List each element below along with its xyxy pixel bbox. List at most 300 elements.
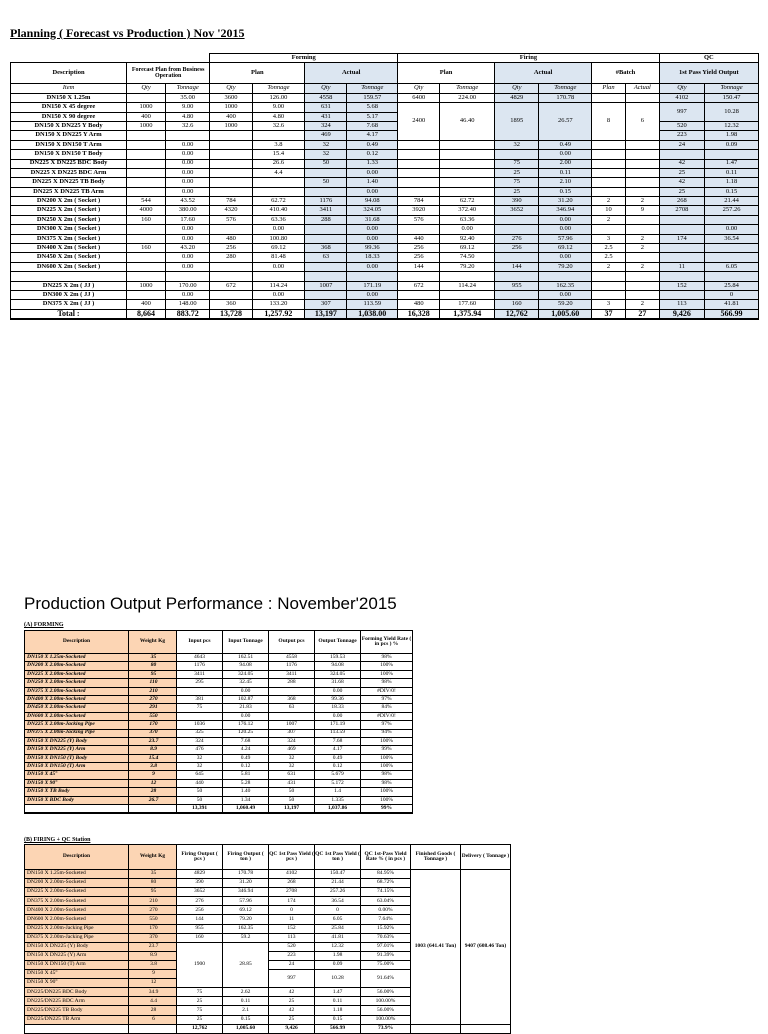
col-plan: Plan xyxy=(592,84,626,93)
firing-value: 370 xyxy=(129,933,177,942)
value-cell: 257.26 xyxy=(705,206,759,215)
forming-value: 176.12 xyxy=(223,721,269,729)
firing-value: 75 xyxy=(177,988,223,997)
forming-desc: DN150 X BDC Body xyxy=(25,796,129,804)
value-cell: 2 xyxy=(592,262,626,271)
item-name: DN150 X 1.25m xyxy=(11,93,127,102)
value-cell xyxy=(592,281,626,290)
planning-row xyxy=(11,197,759,206)
firing-value: 4.4 xyxy=(129,997,177,1006)
value-cell: 74.50 xyxy=(440,253,495,262)
firing-value: 11 xyxy=(269,915,315,924)
firing-value: 0 xyxy=(269,906,315,915)
value-cell: 431 xyxy=(305,112,347,121)
value-cell xyxy=(398,159,440,168)
firing-row xyxy=(25,870,511,879)
value-cell: 11 xyxy=(659,262,704,271)
value-cell: 1000 xyxy=(127,103,166,112)
total-value: 12,762 xyxy=(495,309,539,319)
value-cell xyxy=(440,290,495,299)
planning-row xyxy=(11,253,759,262)
value-cell: 63.36 xyxy=(252,215,305,224)
value-cell: 3652 xyxy=(495,206,539,215)
firing-value: 79.20 xyxy=(223,915,269,924)
forming-value: 100% xyxy=(361,670,413,678)
col-qty: Qty xyxy=(210,84,252,93)
firing-value: 25 xyxy=(269,997,315,1006)
forming-total xyxy=(129,805,177,814)
fired-group-qc: 91.64% xyxy=(361,970,411,988)
value-cell xyxy=(659,215,704,224)
forming-value: 32 xyxy=(269,763,315,771)
planning-row xyxy=(11,225,759,234)
firing-total: 566.99 xyxy=(315,1024,361,1033)
forming-desc: DN150 X DN150 (T) Body xyxy=(25,754,129,762)
value-cell: 0.00 xyxy=(539,253,592,262)
value-cell xyxy=(592,272,626,281)
firing-value: 4102 xyxy=(269,870,315,879)
qc-header: QC xyxy=(659,54,758,63)
firing-total-row xyxy=(25,1024,511,1033)
value-cell: 152 xyxy=(659,281,704,290)
value-cell xyxy=(127,159,166,168)
value-cell xyxy=(592,168,626,177)
firing-value: 152 xyxy=(269,924,315,933)
forming-value: 3411 xyxy=(177,670,223,678)
firing-value: 15.92% xyxy=(361,924,411,933)
forming-total: 13,391 xyxy=(177,805,223,814)
value-cell: 17.60 xyxy=(166,215,210,224)
value-cell: 3411 xyxy=(305,206,347,215)
value-cell xyxy=(495,215,539,224)
forming-col-header: Weight Kg xyxy=(129,631,177,654)
firing-value: 4829 xyxy=(177,870,223,879)
item-name: DN150 X 45 degree xyxy=(11,103,127,112)
value-cell xyxy=(440,187,495,196)
value-cell: 24 xyxy=(659,140,704,149)
value-cell xyxy=(210,187,252,196)
value-cell: 4.80 xyxy=(166,112,210,121)
value-cell: 544 xyxy=(127,197,166,206)
value-cell: 3 xyxy=(592,234,626,243)
value-cell: 307 xyxy=(305,300,347,309)
firing-col-header: QC 1st Pass Yield ( ton ) xyxy=(315,845,361,870)
value-cell xyxy=(625,215,659,224)
value-cell xyxy=(305,168,347,177)
forming-value: 210 xyxy=(129,687,177,695)
value-cell xyxy=(592,225,626,234)
firing-value: 63.04% xyxy=(361,897,411,906)
firing-cell: 2400 xyxy=(398,103,440,141)
value-cell: 0.00 xyxy=(166,253,210,262)
forming-value: 8.9 xyxy=(129,746,177,754)
forming-desc: DN375 X 2.00m-Socketed xyxy=(25,687,129,695)
value-cell: 171.19 xyxy=(347,281,398,290)
value-cell xyxy=(659,253,704,262)
forming-value: 307 xyxy=(269,729,315,737)
firing-value: 170 xyxy=(129,924,177,933)
item-name: DN150 X DN225 Y Arm xyxy=(11,131,127,140)
forming-value: 100% xyxy=(361,788,413,796)
col-actual: Actual xyxy=(625,84,659,93)
value-cell xyxy=(659,272,704,281)
value-cell: 144 xyxy=(398,262,440,271)
firing-value: 41.81 xyxy=(315,933,361,942)
value-cell: 12.32 xyxy=(705,121,759,130)
planning-total-row xyxy=(11,309,759,319)
firing-value: 75.00% xyxy=(361,960,411,969)
forming-value: 159.53 xyxy=(315,654,361,662)
forming-value: 99% xyxy=(361,746,413,754)
value-cell: 10 xyxy=(592,206,626,215)
forming-desc: DN250 X 2.00m-Socketed xyxy=(25,679,129,687)
value-cell xyxy=(127,234,166,243)
firing-value: 6.05 xyxy=(315,915,361,924)
firing-value: 1.18 xyxy=(315,1006,361,1015)
value-cell: 480 xyxy=(398,300,440,309)
value-cell xyxy=(252,131,305,140)
forming-value: 32 xyxy=(269,754,315,762)
value-cell: 57.96 xyxy=(539,234,592,243)
forming-row xyxy=(25,654,413,662)
value-cell xyxy=(440,140,495,149)
value-cell: 50 xyxy=(305,159,347,168)
value-cell: 6.05 xyxy=(705,262,759,271)
forming-value: 97% xyxy=(361,721,413,729)
item-name xyxy=(11,272,127,281)
firing-header: Firing xyxy=(398,54,660,63)
firing-value: 170.78 xyxy=(223,870,269,879)
value-cell: 0.00 xyxy=(166,187,210,196)
value-cell xyxy=(625,225,659,234)
item-name: DN450 X 2m ( Socket ) xyxy=(11,253,127,262)
value-cell xyxy=(210,178,252,187)
firing-value: 24 xyxy=(269,960,315,969)
value-cell: 0.00 xyxy=(347,168,398,177)
value-cell: 32 xyxy=(305,140,347,149)
firing-value: 0.11 xyxy=(223,997,269,1006)
total-label: Total : xyxy=(11,309,127,319)
firing-value: 68.72% xyxy=(361,879,411,888)
forming-value: 368 xyxy=(269,695,315,703)
forming-value: 32 xyxy=(177,754,223,762)
firing-total: 1,005.60 xyxy=(223,1024,269,1033)
forming-value: 3411 xyxy=(269,670,315,678)
forming-row xyxy=(25,695,413,703)
firing-value: 346.94 xyxy=(223,888,269,897)
forming-col-header: Output Tonnage xyxy=(315,631,361,654)
value-cell: 25 xyxy=(659,168,704,177)
value-cell: 223 xyxy=(659,131,704,140)
value-cell xyxy=(539,272,592,281)
value-cell xyxy=(495,272,539,281)
firing-desc: DN200 X 2.00m-Socketed xyxy=(25,879,129,888)
value-cell: 15.4 xyxy=(252,150,305,159)
value-cell: 63 xyxy=(305,253,347,262)
forming-value: 550 xyxy=(129,712,177,720)
forming-value: 99.36 xyxy=(315,695,361,703)
value-cell: 0.09 xyxy=(705,140,759,149)
value-cell: 2 xyxy=(625,244,659,253)
value-cell: 288 xyxy=(305,215,347,224)
forming-value: 1036 xyxy=(177,721,223,729)
value-cell: 480 xyxy=(210,234,252,243)
firing-desc: DN225 X 2.00m-Jacking Pipe xyxy=(25,924,129,933)
col-qty: Qty xyxy=(305,84,347,93)
forming-row xyxy=(25,704,413,712)
value-cell: 0.15 xyxy=(539,187,592,196)
value-cell: 440 xyxy=(398,234,440,243)
item-name: DN150 X 90 degree xyxy=(11,112,127,121)
planning-row xyxy=(11,215,759,224)
col-qty: Qty xyxy=(398,84,440,93)
total-value: 1,038.00 xyxy=(347,309,398,319)
forming-total: 1,037.86 xyxy=(315,805,361,814)
value-cell: 0.12 xyxy=(347,150,398,159)
value-cell xyxy=(127,168,166,177)
value-cell xyxy=(592,290,626,299)
value-cell xyxy=(252,178,305,187)
forming-desc: DN200 X 2.00m-Socketed xyxy=(25,662,129,670)
firing-header-row xyxy=(25,845,511,870)
value-cell: 113.59 xyxy=(347,300,398,309)
forming-value: 4643 xyxy=(177,654,223,662)
firing-value: 0.15 xyxy=(223,1015,269,1024)
forming-value: 113.59 xyxy=(315,729,361,737)
value-cell xyxy=(166,131,210,140)
col-tonnage: Tonnage xyxy=(252,84,305,93)
firing-value: 75 xyxy=(177,1006,223,1015)
value-cell: 4102 xyxy=(659,93,704,102)
value-cell: 4.80 xyxy=(252,112,305,121)
forming-value: 32 xyxy=(177,763,223,771)
value-cell xyxy=(305,262,347,271)
value-cell: 0.00 xyxy=(539,290,592,299)
firing-desc: DN150 X DN150 (T) Arm xyxy=(25,960,129,969)
value-cell: 0.00 xyxy=(347,187,398,196)
forming-value: 4.24 xyxy=(223,746,269,754)
value-cell: 4000 xyxy=(127,206,166,215)
value-cell: 1.47 xyxy=(705,159,759,168)
value-cell: 170.78 xyxy=(539,93,592,102)
firing-value: 100.00% xyxy=(361,997,411,1006)
forming-value: 162.51 xyxy=(223,654,269,662)
value-cell: 256 xyxy=(210,244,252,253)
value-cell xyxy=(625,178,659,187)
forming-row xyxy=(25,670,413,678)
firing-desc: DN225/DN225 TB Arm xyxy=(25,1015,129,1024)
value-cell xyxy=(305,225,347,234)
forming-value: 94.08 xyxy=(315,662,361,670)
firing-cell: 26.57 xyxy=(539,103,592,141)
value-cell: 1.40 xyxy=(347,178,398,187)
value-cell: 177.60 xyxy=(440,300,495,309)
forming-value: 431 xyxy=(269,779,315,787)
value-cell: 159.57 xyxy=(347,93,398,102)
forming-desc: DN150 X 90° xyxy=(25,779,129,787)
value-cell: 380.00 xyxy=(166,206,210,215)
total-value: 13,728 xyxy=(210,309,252,319)
firing-col-header: Firing Output ( pcs ) xyxy=(177,845,223,870)
firing-value: 256 xyxy=(177,906,223,915)
forming-value: 324.05 xyxy=(223,670,269,678)
value-cell: 3 xyxy=(592,300,626,309)
item-name: DN225 X DN225 TB Arm xyxy=(11,187,127,196)
value-cell xyxy=(210,168,252,177)
value-cell: 256 xyxy=(398,244,440,253)
forming-row xyxy=(25,788,413,796)
value-cell: 346.94 xyxy=(539,206,592,215)
value-cell xyxy=(127,272,166,281)
forming-value: 0.49 xyxy=(223,754,269,762)
firing-total: 73.9% xyxy=(361,1024,411,1033)
forming-value: 50 xyxy=(269,788,315,796)
firing-value: 21.44 xyxy=(315,879,361,888)
value-cell xyxy=(592,178,626,187)
forming-value: 120.25 xyxy=(223,729,269,737)
forming-value: 98% xyxy=(361,779,413,787)
forming-value: 0.00 xyxy=(315,712,361,720)
forming-value: 9 xyxy=(129,771,177,779)
value-cell: 69.12 xyxy=(440,244,495,253)
value-cell: 160 xyxy=(495,300,539,309)
item-name: DN600 X 2m ( Socket ) xyxy=(11,262,127,271)
forming-value: 95 xyxy=(129,670,177,678)
forming-row xyxy=(25,796,413,804)
value-cell: 32.6 xyxy=(166,121,210,130)
firing-value: 28 xyxy=(129,1006,177,1015)
forming-value: 381 xyxy=(177,695,223,703)
forming-total xyxy=(25,805,129,814)
value-cell: 268 xyxy=(659,197,704,206)
value-cell xyxy=(127,93,166,102)
value-cell: 0.00 xyxy=(539,150,592,159)
forming-value xyxy=(177,687,223,695)
firing-actual-header: Actual xyxy=(495,63,592,84)
firing-value: 390 xyxy=(177,879,223,888)
value-cell xyxy=(592,93,626,102)
firing-desc: DN375 X 2.00m-Socketed xyxy=(25,897,129,906)
forming-value: 324 xyxy=(177,737,223,745)
value-cell: 1.18 xyxy=(705,178,759,187)
value-cell: 69.12 xyxy=(539,244,592,253)
value-cell: 360 xyxy=(210,300,252,309)
col-tonnage: Tonnage xyxy=(347,84,398,93)
forming-value: 100% xyxy=(361,754,413,762)
firing-col-header: Delivery ( Tonnage ) xyxy=(461,845,511,870)
forming-value: 440 xyxy=(177,779,223,787)
total-value: 8,664 xyxy=(127,309,166,319)
value-cell: 25 xyxy=(659,187,704,196)
item-name: DN375 X 2m ( JJ ) xyxy=(11,300,127,309)
forming-value: 5.81 xyxy=(223,771,269,779)
forming-value: 295 xyxy=(177,679,223,687)
value-cell: 0.00 xyxy=(252,290,305,299)
forming-value: 28 xyxy=(129,788,177,796)
forming-value: 100% xyxy=(361,662,413,670)
forming-value: 4.17 xyxy=(315,746,361,754)
forming-value: 469 xyxy=(269,746,315,754)
batch-plan: 8 xyxy=(592,103,626,141)
value-cell xyxy=(210,272,252,281)
value-cell: 4.4 xyxy=(252,168,305,177)
forming-value: 50 xyxy=(269,796,315,804)
firing-total: 12,762 xyxy=(177,1024,223,1033)
value-cell: 0.00 xyxy=(166,150,210,159)
forming-desc: DN225 X 2.00m-Jacking Pipe xyxy=(25,721,129,729)
firing-desc: DN225/DN225 TB Body xyxy=(25,1006,129,1015)
forming-total: 99% xyxy=(361,805,413,814)
value-cell: 0.00 xyxy=(166,234,210,243)
value-cell: 390 xyxy=(495,197,539,206)
value-cell: 35.00 xyxy=(166,93,210,102)
firing-value: 25 xyxy=(177,997,223,1006)
item-name: DN375 X 2m ( Socket ) xyxy=(11,234,127,243)
firing-col-header: QC 1st Pass Yield ( pcs ) xyxy=(269,845,315,870)
value-cell: 0.00 xyxy=(539,215,592,224)
forming-value: 270 xyxy=(129,695,177,703)
firing-value: 25.84 xyxy=(315,924,361,933)
firing-value: 223 xyxy=(269,951,315,960)
forming-row xyxy=(25,746,413,754)
value-cell: 576 xyxy=(398,215,440,224)
value-cell: 3600 xyxy=(210,93,252,102)
value-cell xyxy=(398,187,440,196)
value-cell: 5.17 xyxy=(347,112,398,121)
forming-value: 102.87 xyxy=(223,695,269,703)
forming-value: 12 xyxy=(129,779,177,787)
firing-value: 0 xyxy=(315,906,361,915)
value-cell xyxy=(398,272,440,281)
firing-value: 162.35 xyxy=(223,924,269,933)
forming-value: 0.12 xyxy=(223,763,269,771)
item-name: DN300 X 2m ( JJ ) xyxy=(11,290,127,299)
value-cell: 81.48 xyxy=(252,253,305,262)
value-cell: 160 xyxy=(127,244,166,253)
item-name: DN200 X 2m ( Socket ) xyxy=(11,197,127,206)
value-cell: 69.12 xyxy=(252,244,305,253)
forming-value: 15.4 xyxy=(129,754,177,762)
forming-value: 80 xyxy=(129,662,177,670)
firing-value: 1.47 xyxy=(315,988,361,997)
value-cell xyxy=(127,187,166,196)
forming-value xyxy=(269,712,315,720)
planning-table xyxy=(10,53,759,320)
firing-value: 31.20 xyxy=(223,879,269,888)
forming-row xyxy=(25,763,413,771)
value-cell xyxy=(127,150,166,159)
forming-value: 35 xyxy=(129,654,177,662)
value-cell: 400 xyxy=(127,112,166,121)
value-cell xyxy=(495,253,539,262)
planning-row xyxy=(11,187,759,196)
firing-desc: DN150 X 1.25m-Socketed xyxy=(25,870,129,879)
forming-desc: DN150 X DN225 (Y) Arm xyxy=(25,746,129,754)
firing-value: 0.11 xyxy=(315,997,361,1006)
value-cell xyxy=(398,178,440,187)
value-cell xyxy=(495,290,539,299)
value-cell: 324 xyxy=(305,121,347,130)
firing-value: 6 xyxy=(129,1015,177,1024)
item-header: Item xyxy=(11,84,127,93)
value-cell: 32 xyxy=(305,150,347,159)
firing-cell: 46.40 xyxy=(440,103,495,141)
value-cell: 43.52 xyxy=(166,197,210,206)
forming-value: 23.7 xyxy=(129,737,177,745)
forming-value: 94% xyxy=(361,729,413,737)
value-cell xyxy=(440,150,495,159)
forming-value: 0.12 xyxy=(315,763,361,771)
